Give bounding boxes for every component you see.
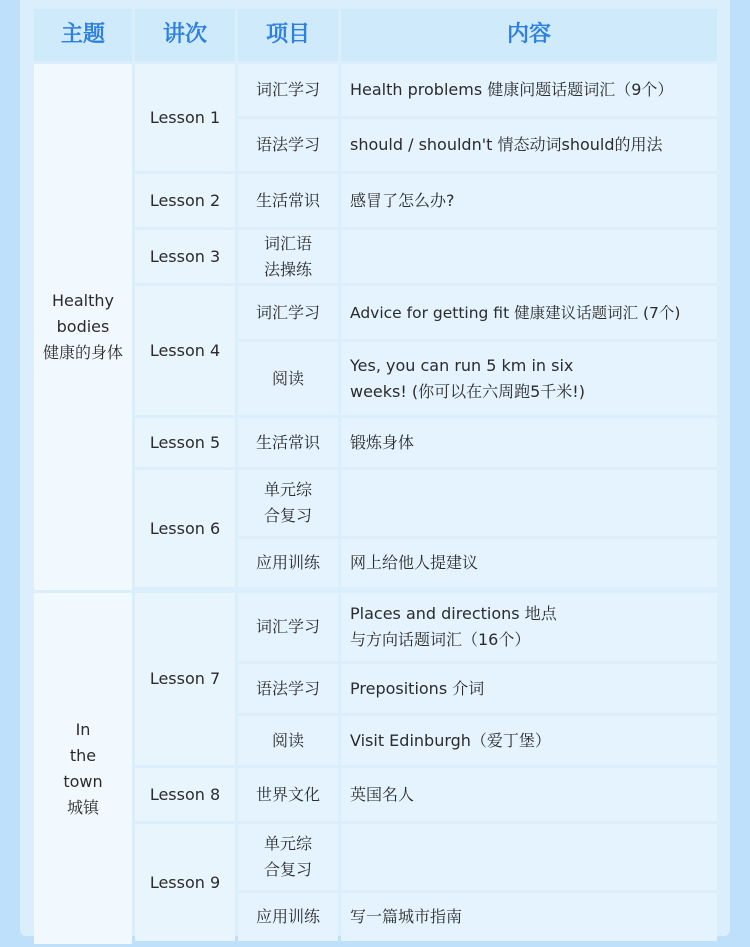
content-cell: Visit Edinburgh（爱丁堡）: [341, 716, 717, 765]
lesson-cell: Lesson 9: [135, 824, 235, 941]
content-cell: 网上给他人提建议: [341, 539, 717, 587]
table-row: [34, 286, 717, 339]
header-item: 项目: [238, 9, 338, 61]
content-cell: 写一篇城市指南: [341, 893, 717, 941]
content-cell: 英国名人: [341, 768, 717, 821]
content-cell: Places and directions 地点与方向话题词汇（16个）: [341, 593, 717, 661]
theme-cell: [34, 64, 132, 590]
item-cell: 生活常识: [238, 174, 338, 227]
item-cell: 阅读: [238, 716, 338, 765]
item-cell: 应用训练: [238, 893, 338, 941]
content-cell: 锻炼身体: [341, 418, 717, 467]
item-cell: 词汇学习: [238, 593, 338, 661]
lesson-cell: Lesson 4: [135, 286, 235, 415]
content-cell: [341, 470, 717, 536]
content-cell: should / shouldn't 情态动词should的用法: [341, 119, 717, 171]
theme-line: the: [69, 745, 97, 765]
content-cell: Prepositions 介词: [341, 664, 717, 713]
content-cell: 感冒了怎么办?: [341, 174, 717, 227]
course-schedule-table: [31, 6, 720, 947]
header-theme: 主题: [34, 9, 132, 61]
table-row: [34, 593, 717, 661]
header-content: 内容: [341, 9, 717, 61]
lesson-cell: Lesson 5: [135, 418, 235, 467]
content-cell: Yes, you can run 5 km in six weeks! (你可以在六周跑5千米!): [341, 342, 717, 415]
theme-line: town: [63, 771, 103, 791]
theme-line: Healthy: [51, 291, 114, 310]
item-cell: 应用训练: [238, 539, 338, 587]
header-row: [34, 9, 717, 61]
item-cell: 阅读: [238, 342, 338, 415]
item-cell: 语法学习: [238, 664, 338, 713]
lesson-cell: Lesson 7: [135, 593, 235, 765]
table-row: [34, 824, 717, 890]
lesson-cell: Lesson 1: [135, 64, 235, 171]
lesson-cell: Lesson 3: [135, 230, 235, 283]
content-cell: [341, 230, 717, 283]
header-lesson: 讲次: [135, 9, 235, 61]
item-cell: 词汇语法操练: [238, 230, 338, 283]
lesson-cell: Lesson 8: [135, 768, 235, 821]
table-row: [34, 230, 717, 283]
table-row: [34, 174, 717, 227]
item-cell: 单元综合复习: [238, 470, 338, 536]
item-cell: 语法学习: [238, 119, 338, 171]
lesson-cell: Lesson 6: [135, 470, 235, 587]
theme-line: In: [75, 719, 91, 739]
content-cell: Advice for getting fit 健康建议话题词汇 (7个): [341, 286, 717, 339]
item-cell: 世界文化: [238, 768, 338, 821]
table-row: [34, 64, 717, 116]
lesson-cell: Lesson 2: [135, 174, 235, 227]
content-cell: [341, 824, 717, 890]
theme-line: 健康的身体: [42, 343, 123, 362]
content-cell: Health problems 健康问题话题词汇（9个）: [341, 64, 717, 116]
table-row: [34, 768, 717, 821]
table-row: [34, 470, 717, 536]
item-cell: 单元综合复习: [238, 824, 338, 890]
theme-line: bodies: [56, 317, 110, 336]
item-cell: 词汇学习: [238, 286, 338, 339]
theme-cell: [34, 593, 132, 944]
theme-line: 城镇: [66, 797, 99, 817]
item-cell: 生活常识: [238, 418, 338, 467]
table-row: [34, 418, 717, 467]
item-cell: 词汇学习: [238, 64, 338, 116]
